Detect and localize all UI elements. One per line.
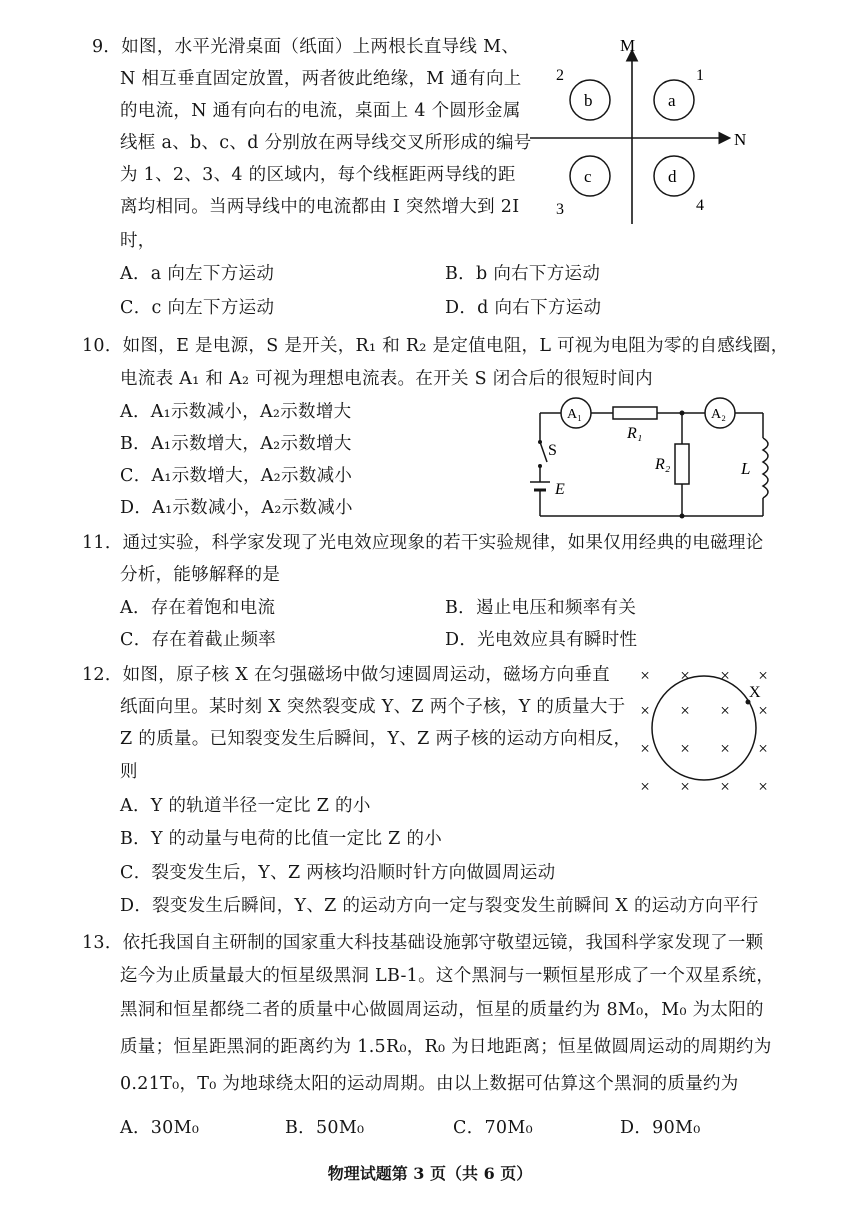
q13-line-1: 13．依托我国自主研制的国家重大科技基础设施郭守敬望远镜，我国科学家发现了一颗	[82, 933, 764, 953]
field-mark: ×	[680, 739, 690, 758]
q12-line-2: 纸面向里。某时刻 X 突然裂变成 Y、Z 两个子核，Y 的质量大于	[120, 697, 626, 717]
q12-option-c: C．裂变发生后，Y、Z 两核均沿顺时针方向做圆周运动	[120, 863, 556, 883]
ammeter-a1: A₁	[567, 407, 582, 422]
q11-option-c: C．存在着截止频率	[120, 630, 277, 650]
q12-option-a: A．Y 的轨道半径一定比 Z 的小	[120, 796, 371, 816]
field-mark: ×	[758, 701, 768, 720]
q13-line-3: 黑洞和恒星都绕二者的质量中心做圆周运动，恒星的质量约为 8M₀，M₀ 为太阳的	[120, 1000, 764, 1020]
q11-option-a: A．存在着饱和电流	[120, 598, 276, 618]
q12-line-1: 12．如图，原子核 X 在匀强磁场中做匀速圆周运动，磁场方向垂直	[82, 665, 610, 685]
q9-figure-wires	[520, 38, 760, 228]
q12-option-d: D．裂变发生后瞬间，Y、Z 的运动方向一定与裂变发生前瞬间 X 的运动方向平行	[120, 896, 759, 916]
q11-option-d: D．光电效应具有瞬时性	[445, 630, 638, 650]
q10-option-d: D．A₁示数减小，A₂示数减小	[120, 498, 353, 518]
region-1: 1	[696, 67, 704, 84]
field-mark: ×	[640, 739, 650, 758]
switch-s: S	[548, 442, 557, 459]
q9-line-2: N 相互垂直固定放置，两者彼此绝缘，M 通有向上	[120, 69, 522, 89]
field-mark: ×	[680, 777, 690, 795]
field-mark: ×	[758, 739, 768, 758]
q10-line-2: 电流表 A₁ 和 A₂ 可视为理想电流表。在开关 S 闭合后的很短时间内	[120, 369, 653, 389]
q13-line-2: 迄今为止质量最大的恒星级黑洞 LB-1。这个黑洞与一颗恒星形成了一个双星系统，	[120, 966, 775, 986]
field-mark: ×	[640, 666, 650, 685]
q9-line-6: 离均相同。当两导线中的电流都由 I 突然增大到 2I	[120, 197, 520, 217]
nucleus-x-label: X	[749, 684, 761, 701]
q9-option-c: C．c 向左下方运动	[120, 298, 275, 318]
field-mark: ×	[720, 701, 730, 720]
q9-line-4: 线框 a、b、c、d 分别放在两导线交叉所形成的编号	[120, 133, 532, 153]
field-mark: ×	[640, 777, 650, 795]
q9-line-1: 9．如图，水平光滑桌面（纸面）上两根长直导线 M、	[92, 37, 520, 57]
q10-option-c: C．A₁示数增大，A₂示数减小	[120, 466, 353, 486]
q13-option-d: D．90M₀	[620, 1118, 701, 1138]
loop-b: b	[584, 91, 593, 110]
q9-line-3: 的电流，N 通有向右的电流，桌面上 4 个圆形金属	[120, 101, 521, 121]
page-footer: 物理试题第 3 页（共 6 页）	[327, 1164, 533, 1183]
source-e: E	[555, 481, 565, 498]
q10-option-b: B．A₁示数增大，A₂示数增大	[120, 434, 352, 454]
q9-line-5: 为 1、2、3、4 的区域内，每个线框距两导线的距	[120, 165, 516, 185]
q13-option-b: B．50M₀	[285, 1118, 365, 1138]
q10-figure-circuit	[515, 396, 775, 526]
q11-option-b: B．遏止电压和频率有关	[445, 598, 637, 618]
q11-line-1: 11．通过实验，科学家发现了光电效应现象的若干实验规律，如果仅用经典的电磁理论	[82, 533, 764, 553]
field-mark: ×	[720, 739, 730, 758]
q13-option-c: C．70M₀	[453, 1118, 533, 1138]
loop-c: c	[584, 167, 592, 186]
q13-option-a: A．30M₀	[120, 1118, 200, 1138]
region-3: 3	[556, 201, 564, 218]
field-mark: ×	[680, 701, 690, 720]
q13-line-4: 质量；恒星距黑洞的距离约为 1.5R₀，R₀ 为日地距离；恒星做圆周运动的周期约为	[120, 1037, 772, 1057]
q12-option-b: B．Y 的动量与电荷的比值一定比 Z 的小	[120, 829, 443, 849]
inductor-l: L	[741, 459, 751, 478]
field-mark: ×	[640, 701, 650, 720]
loop-a: a	[668, 91, 676, 110]
q11-line-2: 分析，能够解释的是	[120, 565, 281, 585]
field-mark: ×	[758, 777, 768, 795]
field-mark: ×	[758, 666, 768, 685]
field-mark: ×	[720, 666, 730, 685]
resistor-r2: R₂	[655, 456, 671, 473]
q9-line-7: 时，	[120, 231, 156, 251]
field-mark: ×	[720, 777, 730, 795]
q12-figure-field	[625, 660, 780, 795]
loop-d: d	[668, 167, 677, 186]
q13-line-5: 0.21T₀，T₀ 为地球绕太阳的运动周期。由以上数据可估算这个黑洞的质量约为	[120, 1074, 739, 1094]
region-2: 2	[556, 67, 564, 84]
q9-option-d: D．d 向右下方运动	[445, 298, 602, 318]
label-n: N	[734, 130, 747, 149]
region-4: 4	[696, 197, 704, 214]
q10-line-1: 10．如图，E 是电源，S 是开关，R₁ 和 R₂ 是定值电阻，L 可视为电阻为零的自感线圈，	[82, 336, 789, 356]
label-m: M	[620, 38, 636, 55]
q9-option-a: A．a 向左下方运动	[120, 264, 275, 284]
q12-line-3: Z 的质量。已知裂变发生后瞬间，Y、Z 两子核的运动方向相反，	[120, 729, 632, 749]
q9-option-b: B．b 向右下方运动	[445, 264, 601, 284]
q12-line-4: 则	[120, 762, 138, 782]
resistor-r1: R₁	[627, 425, 643, 442]
ammeter-a2: A₂	[711, 407, 726, 422]
field-mark: ×	[680, 666, 690, 685]
q10-option-a: A．A₁示数减小，A₂示数增大	[120, 402, 352, 422]
